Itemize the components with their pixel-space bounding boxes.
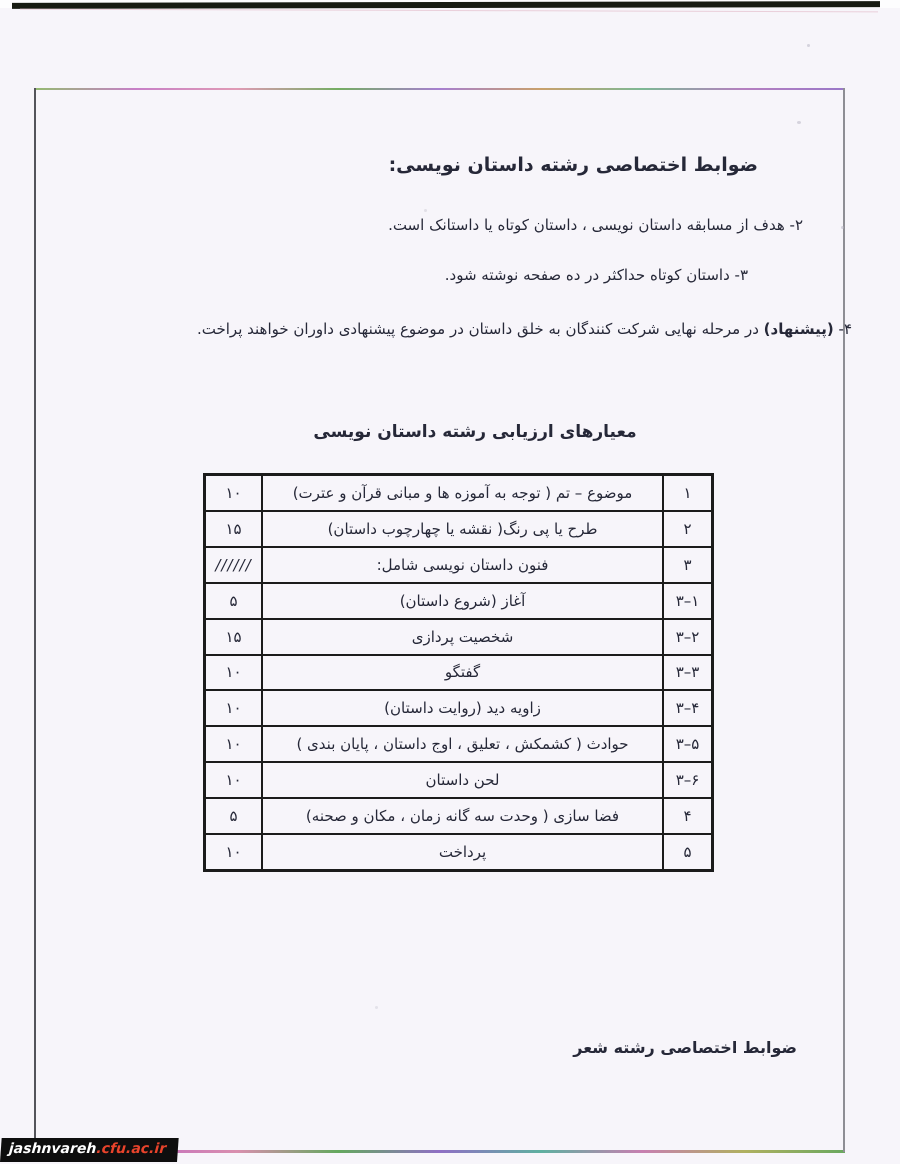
watermark-domain: .cfu.ac.ir bbox=[95, 1141, 167, 1157]
table-row bbox=[206, 689, 711, 725]
table-row bbox=[206, 582, 711, 618]
page-border-left bbox=[34, 88, 36, 1152]
row-number-cell: ۵ bbox=[662, 835, 711, 869]
score-cell: ۱۵ bbox=[206, 620, 263, 654]
row-number-cell: ۳–۳ bbox=[662, 656, 711, 690]
paper-speck bbox=[375, 1006, 378, 1009]
criterion-cell: حوادث ( کشمکش ، تعلیق ، اوج داستان ، پایان بندی ) bbox=[296, 735, 629, 754]
paper-speck bbox=[424, 209, 427, 212]
score-cell: ۱۰ bbox=[206, 835, 263, 869]
watermark-site-name: jashnvareh bbox=[8, 1141, 97, 1157]
paper-speck bbox=[807, 44, 810, 47]
criterion-cell: موضوع – تم ( توجه به آموزه ها و مبانی قرآن و عترت) bbox=[292, 483, 633, 502]
score-cell: ۱۰ bbox=[206, 691, 263, 725]
table-row bbox=[206, 725, 711, 761]
score-cell: ۵ bbox=[206, 584, 263, 618]
criterion-cell: پرداخت bbox=[438, 843, 487, 862]
watermark-badge bbox=[0, 1138, 179, 1162]
row-number-cell: ۳–۱ bbox=[662, 584, 711, 618]
row-number-cell: ۲ bbox=[662, 512, 711, 546]
score-cell: ۱۰ bbox=[206, 656, 263, 690]
rule-4-text: در مرحله نهایی شرکت کنندگان به خلق داستان در موضوع پیشنهادی داوران خواهند پراخت. bbox=[196, 320, 764, 338]
row-number-cell: ۳ bbox=[662, 548, 711, 582]
criterion-cell: آغاز (شروع داستان) bbox=[399, 591, 526, 610]
table-row bbox=[206, 476, 711, 510]
score-cell: ۱۰ bbox=[206, 727, 263, 761]
table-row bbox=[206, 618, 711, 654]
criterion-cell: شخصیت پردازی bbox=[411, 627, 514, 646]
table-row bbox=[206, 833, 711, 869]
table-row bbox=[206, 546, 711, 582]
page-border-top bbox=[34, 88, 845, 90]
table-heading: معیارهای ارزیابی رشته داستان نویسی bbox=[313, 422, 637, 442]
criterion-cell: زاویه دید (روایت داستان) bbox=[384, 699, 541, 718]
rule-item-2: ۲- هدف از مسابقه داستان نویسی ، داستان کوتاه یا داستانک است. bbox=[388, 216, 803, 234]
row-number-cell: ۳–۴ bbox=[662, 691, 711, 725]
page-title: ضوابط اختصاصی رشته داستان نویسی: bbox=[388, 154, 758, 176]
paper-speck bbox=[841, 226, 844, 229]
criterion-cell: فنون داستان نویسی شامل: bbox=[376, 555, 549, 574]
footer-section-heading: ضوابط اختصاصی رشته شعر bbox=[573, 1038, 797, 1057]
criterion-cell: طرح یا پی رنگ( نقشه یا چهارچوب داستان) bbox=[327, 519, 598, 538]
row-number-cell: ۳–۵ bbox=[662, 727, 711, 761]
criterion-cell: لحن داستان bbox=[425, 771, 500, 790]
score-cell: ۱۰ bbox=[206, 476, 263, 510]
rule-item-3: ۳- داستان کوتاه حداکثر در ده صفحه نوشته شود. bbox=[444, 266, 748, 284]
criteria-table bbox=[203, 473, 714, 872]
rule-4-number: ۴- bbox=[833, 320, 852, 338]
criterion-cell: فضا سازی ( وحدت سه گانه زمان ، مکان و صحنه) bbox=[305, 807, 620, 826]
score-cell: ۱۵ bbox=[206, 512, 263, 546]
rule-4-bold-term: (پیشنهاد) bbox=[763, 320, 834, 338]
score-cell: ۱۰ bbox=[206, 763, 263, 797]
score-cell: ////// bbox=[206, 548, 263, 582]
row-number-cell: ۳–۶ bbox=[662, 763, 711, 797]
score-cell: ۵ bbox=[206, 799, 263, 833]
table-row bbox=[206, 510, 711, 546]
page-border-right bbox=[843, 88, 845, 1152]
table-row bbox=[206, 654, 711, 690]
row-number-cell: ۴ bbox=[662, 799, 711, 833]
table-row bbox=[206, 797, 711, 833]
row-number-cell: ۱ bbox=[662, 476, 711, 510]
criterion-cell: گفتگو bbox=[444, 663, 481, 682]
rule-item-4 bbox=[197, 320, 852, 338]
paper-speck bbox=[797, 121, 801, 124]
table-row bbox=[206, 761, 711, 797]
row-number-cell: ۳–۲ bbox=[662, 620, 711, 654]
